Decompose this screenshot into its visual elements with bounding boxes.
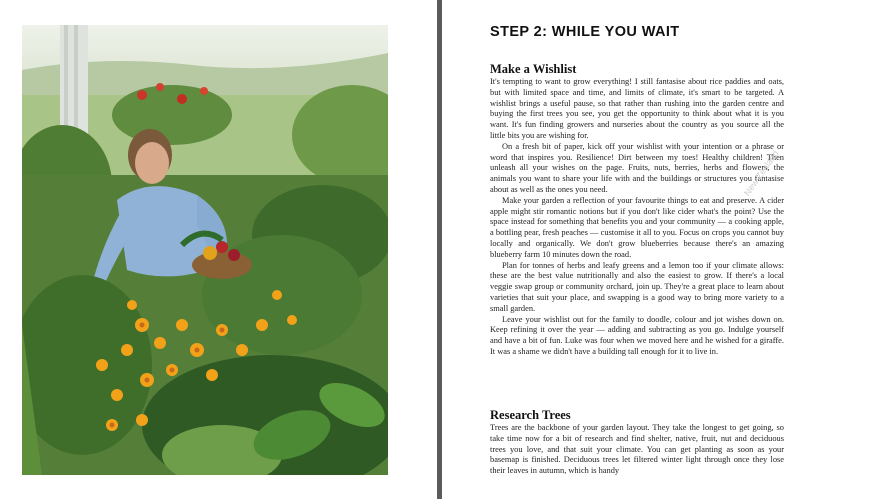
paragraph: Trees are the backbone of your garden layout. They take the longest to get going, so take time now for a bit of research and find shelter, native, fruit, nut and deciduous trees you love, and that suit your climate. You can get planting as soon as your basemap is finished. Deciduous trees let filtered winter light through once they lose their leaves in autumn, which is handy: [490, 423, 784, 476]
watermark: New Zealand: [742, 148, 781, 198]
garden-photo: [22, 25, 388, 475]
garden-photo-illustration: [22, 25, 388, 475]
paragraph: Make your garden a reflection of your favourite things to eat and preserve. A cider apple might stir romantic notions but if you don't like cider what's the point? Use the space instead for something that benefits you and your community — a cooking apple, a bottling pear, fresh peaches — customise it all to you. Focus on crops you cannot buy locally and organically. We don't grow blueberries because there's an amazing blueberry farm 10 minutes down the road.: [490, 195, 784, 259]
section-body-research-trees: [490, 423, 784, 477]
paragraph: On a fresh bit of paper, kick off your wishlist with your intention or a phrase or word that inspires you. Resilience! Dirt between my toes! Healthy children! Then unleash all your wishes on the page. Fruits, nuts, berries, herbs and flowers, the animals you want to share your life with and the buildings or structures you fantasise about as well as the ones you need.: [490, 141, 784, 194]
right-page: [442, 0, 869, 499]
paragraph: It's tempting to want to grow everything! I still fantasise about rice paddies and oats, but with limited space and time, and limits of climate, it's smart to be targeted. A wishlist brings a useful pause, so that rather than rushing into the garden centre and buying the first trees you see, you get the opportunity to think about what it is you want. It's fun finding growers and nurseries about the country as you source all the little bits you are wishing for.: [490, 77, 784, 140]
section-heading-research-trees: Research Trees: [490, 408, 571, 422]
section-body-wishlist: [490, 77, 784, 358]
paragraph: Leave your wishlist out for the family to doodle, colour and jot wishes down on. Keep refining it over the year — adding and subtracting as you go. Indulge yourself and have a bit of fun. Luke was four when we moved here and he wished for a giraffe. It was a shame we didn't have a building tall enough for it to live in.: [490, 314, 784, 356]
paragraph: Plan for tonnes of herbs and leafy greens and a lemon too if your climate allows: these are the best value nutritionally and also the easiest to grow. If there's a local veggie swap group or community orchard, join up. They're a great place to learn about varieties that suit your place, and swapping is a good way to bring more variety to a small garden.: [490, 260, 784, 313]
section-heading-wishlist: Make a Wishlist: [490, 62, 577, 76]
page-title: STEP 2: WHILE YOU WAIT: [490, 24, 680, 40]
